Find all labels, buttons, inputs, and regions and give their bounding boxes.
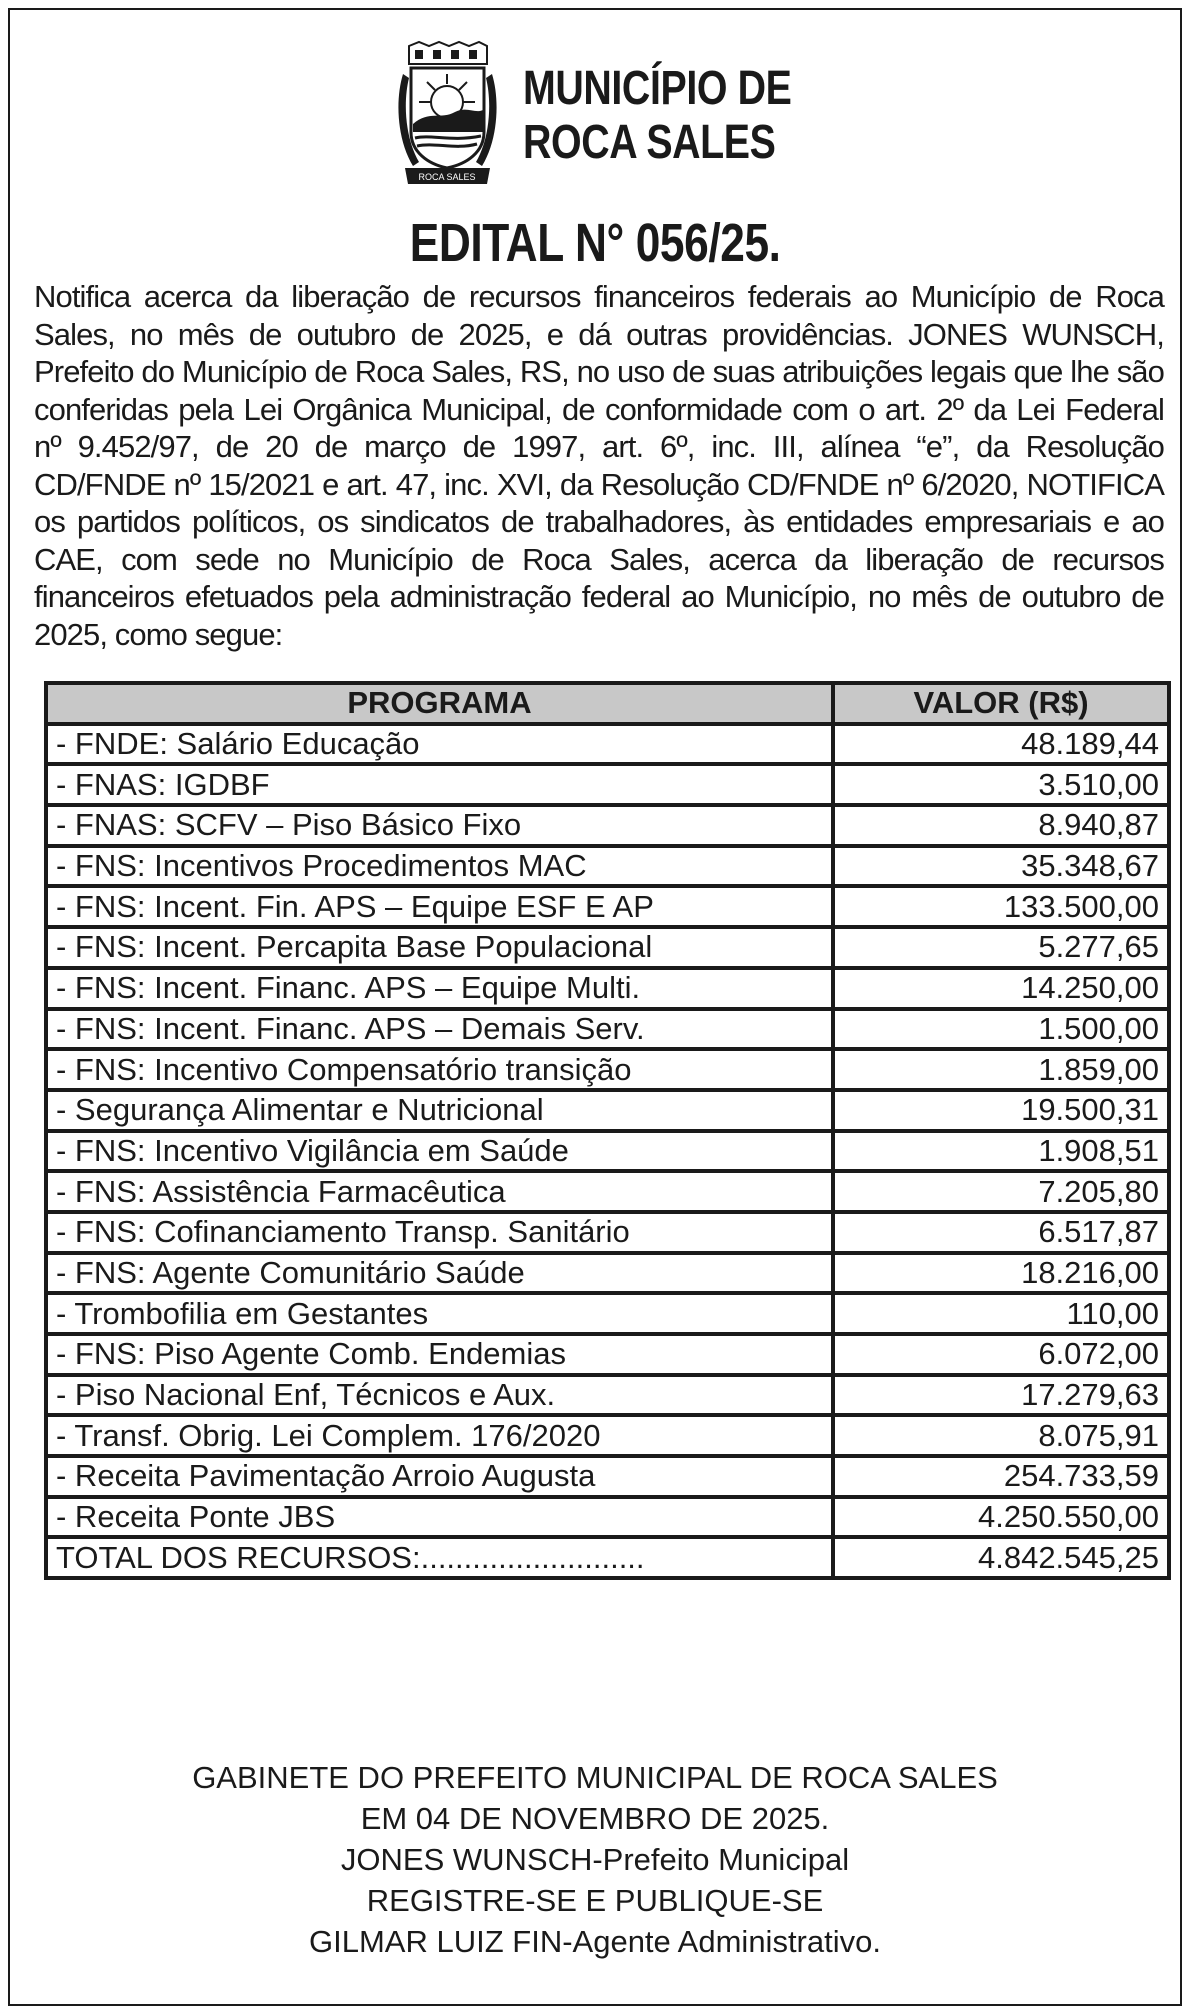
header-valor: VALOR (R$) (833, 683, 1169, 724)
table-row (46, 1090, 1169, 1131)
programa-cell: - Piso Nacional Enf, Técnicos e Aux. (46, 1375, 833, 1416)
resources-table (44, 681, 1171, 1580)
municipality-line-2: ROCA SALES (523, 116, 776, 169)
programa-cell: - FNS: Incent. Fin. APS – Equipe ESF E AP (46, 886, 833, 927)
valor-cell: 18.216,00 (833, 1253, 1169, 1294)
programa-cell: - FNS: Piso Agente Comb. Endemias (46, 1334, 833, 1375)
table-row (46, 846, 1169, 887)
programa-cell: - FNAS: IGDBF (46, 764, 833, 805)
table-row (46, 1212, 1169, 1253)
footer-line-mayor: JONES WUNSCH-Prefeito Municipal (340, 1842, 850, 1877)
programa-cell: TOTAL DOS RECURSOS:.......................... (46, 1537, 833, 1578)
valor-cell: 6.072,00 (833, 1334, 1169, 1375)
table-row (46, 1171, 1169, 1212)
table-row (46, 1334, 1169, 1375)
table-row (46, 1456, 1169, 1497)
table-row (46, 1049, 1169, 1090)
header-programa: PROGRAMA (46, 683, 833, 724)
municipality-line-1: MUNICÍPIO DE (523, 62, 792, 115)
table-header-row (46, 683, 1169, 724)
programa-cell: - FNS: Incentivos Procedimentos MAC (46, 846, 833, 887)
valor-cell: 35.348,67 (833, 846, 1169, 887)
programa-cell: - Trombofilia em Gestantes (46, 1293, 833, 1334)
table-body (46, 724, 1169, 1578)
programa-cell: - Receita Pavimentação Arroio Augusta (46, 1456, 833, 1497)
footer-line-gabinete: GABINETE DO PREFEITO MUNICIPAL DE ROCA SALES (192, 1760, 998, 1795)
valor-cell: 5.277,65 (833, 927, 1169, 968)
programa-cell: - FNS: Incent. Financ. APS – Equipe Multi. (46, 968, 833, 1009)
programa-cell: - FNS: Incentivo Vigilância em Saúde (46, 1131, 833, 1172)
valor-cell: 254.733,59 (833, 1456, 1169, 1497)
programa-cell: - Receita Ponte JBS (46, 1497, 833, 1538)
programa-cell: - FNDE: Salário Educação (46, 724, 833, 765)
table-row (46, 805, 1169, 846)
valor-cell: 8.940,87 (833, 805, 1169, 846)
programa-cell: - FNS: Incentivo Compensatório transição (46, 1049, 833, 1090)
programa-cell: - FNS: Incent. Percapita Base Populacional (46, 927, 833, 968)
programa-cell: - Transf. Obrig. Lei Complem. 176/2020 (46, 1415, 833, 1456)
table-row (46, 1375, 1169, 1416)
municipal-crest-icon (395, 40, 500, 188)
edital-title: EDITAL N° 056/25. (409, 213, 781, 273)
svg-text:ROCA SALES: ROCA SALES (418, 172, 476, 182)
valor-cell: 7.205,80 (833, 1171, 1169, 1212)
valor-cell: 17.279,63 (833, 1375, 1169, 1416)
table-row (46, 1497, 1169, 1538)
table-row (46, 1415, 1169, 1456)
table-row (46, 886, 1169, 927)
valor-cell: 110,00 (833, 1293, 1169, 1334)
table-row (46, 1131, 1169, 1172)
valor-cell: 19.500,31 (833, 1090, 1169, 1131)
footer-line-register: REGISTRE-SE E PUBLIQUE-SE (366, 1883, 824, 1918)
table-row (46, 1009, 1169, 1050)
notice-frame (8, 8, 1182, 2006)
valor-cell: 1.908,51 (833, 1131, 1169, 1172)
valor-cell: 4.250.550,00 (833, 1497, 1169, 1538)
valor-cell: 8.075,91 (833, 1415, 1169, 1456)
table-row (46, 1293, 1169, 1334)
table-row (46, 764, 1169, 805)
footer-line-date: EM 04 DE NOVEMBRO DE 2025. (360, 1801, 830, 1836)
programa-cell: - FNS: Incent. Financ. APS – Demais Serv. (46, 1009, 833, 1050)
table-row (46, 927, 1169, 968)
valor-cell: 1.500,00 (833, 1009, 1169, 1050)
valor-cell: 1.859,00 (833, 1049, 1169, 1090)
table-total-row (46, 1537, 1169, 1578)
valor-cell: 48.189,44 (833, 724, 1169, 765)
signature-block (10, 1757, 1180, 1962)
footer-line-agent: GILMAR LUIZ FIN-Agente Administrativo. (309, 1924, 881, 1959)
table-row (46, 968, 1169, 1009)
table-row (46, 1253, 1169, 1294)
programa-cell: - Segurança Alimentar e Nutricional (46, 1090, 833, 1131)
programa-cell: - FNS: Agente Comunitário Saúde (46, 1253, 833, 1294)
table-row (46, 724, 1169, 765)
intro-paragraph: Notifica acerca da liberação de recursos financeiros federais ao Município de Roca Sales, no mês de outubro de 2025, e dá outras providências. JONES WUNSCH, Prefeito do Município de Roca Sales, RS, no uso de suas atribuições legais que lhe são conferidas pela Lei Orgânica Municipal, de conformidade com o art. 2º da Lei Federal nº 9.452/97, de 20 de março de 1997, art. 6º, inc. III, alínea “e”, da Resolução CD/FNDE nº 15/2021 e art. 47, inc. XVI, da Resolução CD/FNDE nº 6/2020, NOTIFICA os partidos políticos, os sindicatos de trabalhadores, às entidades empresariais e ao CAE, com sede no Município de Roca Sales, acerca da liberação de recursos financeiros efetuados pela administração federal ao Município, no mês de outubro de 2025, como segue: (34, 279, 1164, 652)
municipality-name (523, 62, 791, 170)
programa-cell: - FNS: Assistência Farmacêutica (46, 1171, 833, 1212)
valor-cell: 6.517,87 (833, 1212, 1169, 1253)
valor-cell: 3.510,00 (833, 764, 1169, 805)
valor-cell: 4.842.545,25 (833, 1537, 1169, 1578)
valor-cell: 133.500,00 (833, 886, 1169, 927)
valor-cell: 14.250,00 (833, 968, 1169, 1009)
programa-cell: - FNAS: SCFV – Piso Básico Fixo (46, 805, 833, 846)
programa-cell: - FNS: Cofinanciamento Transp. Sanitário (46, 1212, 833, 1253)
header (395, 40, 995, 190)
